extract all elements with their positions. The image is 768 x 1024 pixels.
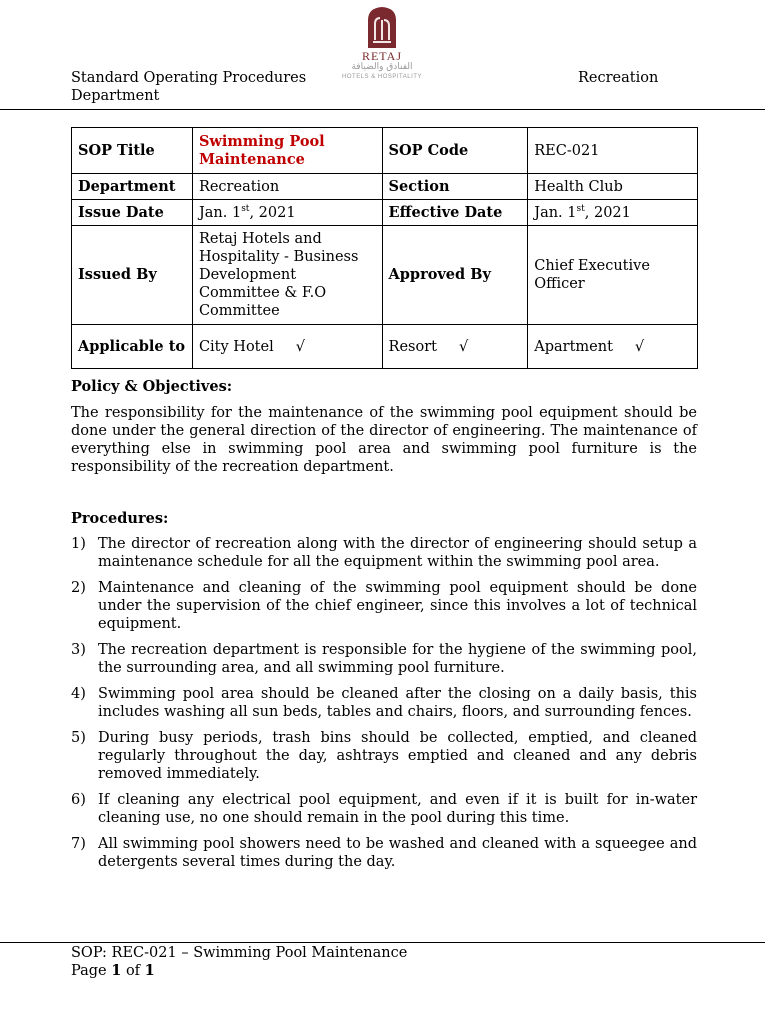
- sop-title-value: [192, 128, 382, 174]
- list-number: 3): [71, 642, 86, 658]
- applicable-name: Apartment: [534, 338, 613, 355]
- list-number: 2): [71, 580, 86, 596]
- header-department-value: Recreation: [578, 70, 659, 86]
- applicable-city-hotel: [192, 325, 382, 369]
- applicable-apartment: [528, 325, 698, 369]
- list-item: [71, 641, 697, 677]
- procedures-heading: Procedures:: [71, 510, 169, 527]
- list-item: [71, 685, 697, 721]
- department-label: Department: [72, 174, 193, 200]
- list-number: 7): [71, 836, 86, 852]
- list-number: 4): [71, 686, 86, 702]
- effective-date-suffix: , 2021: [584, 204, 631, 221]
- issue-date-label: Issue Date: [72, 200, 193, 226]
- page-number: [71, 962, 407, 980]
- footer: [71, 944, 407, 980]
- applicable-resort: [382, 325, 528, 369]
- check-mark-icon: √: [295, 338, 305, 355]
- header-line-2: Department: [71, 88, 160, 104]
- applicable-name: Resort: [388, 338, 437, 355]
- footer-divider: [0, 942, 765, 943]
- footer-sop-reference: SOP: REC-021 – Swimming Pool Maintenance: [71, 945, 408, 961]
- logo-subtitle: HOTELS & HOSPITALITY: [342, 74, 422, 80]
- list-text: Swimming pool area should be cleaned after the closing on a daily basis, this includes washing all sun beds, tables and chairs, floors, and surrounding fences.: [98, 686, 697, 720]
- sop-info-table: [71, 127, 698, 369]
- issue-date-value: [192, 200, 382, 226]
- department-value: Recreation: [192, 174, 382, 200]
- page-current: 1: [111, 962, 122, 979]
- table-row: [72, 226, 698, 325]
- header-line-1: Standard Operating Procedures: [71, 70, 307, 86]
- logo-arabic-text: الفنادق والضيافة: [351, 62, 413, 72]
- page-word: Page: [71, 963, 107, 979]
- list-item: [71, 835, 697, 871]
- list-text: The director of recreation along with the director of engineering should setup a maintenance schedule for all the equipment within the swimming pool area.: [98, 536, 697, 570]
- effective-date-label: Effective Date: [382, 200, 528, 226]
- table-row: [72, 325, 698, 369]
- list-item: [71, 535, 697, 571]
- effective-date-prefix: Jan. 1: [534, 204, 577, 221]
- table-row: [72, 174, 698, 200]
- approved-by-value: Chief Executive Officer: [528, 226, 698, 325]
- retaj-emblem-icon: [366, 6, 398, 48]
- list-item: [71, 791, 697, 827]
- retaj-logo: [336, 6, 428, 81]
- list-text: All swimming pool showers need to be washed and cleaned with a squeegee and detergents several times during the day.: [98, 836, 697, 870]
- list-number: 5): [71, 730, 86, 746]
- issued-by-value: Retaj Hotels and Hospitality - Business Development Committee & F.O Committee: [192, 226, 382, 325]
- header-divider: [0, 109, 765, 110]
- issue-date-suffix: , 2021: [249, 204, 296, 221]
- check-mark-icon: √: [458, 338, 469, 355]
- sop-code-label: SOP Code: [382, 128, 528, 174]
- list-text: If cleaning any electrical pool equipment, and even if it is built for in-water cleaning use, no one should remain in the pool during this time.: [98, 792, 697, 826]
- applicable-name: City Hotel: [198, 338, 274, 355]
- effective-date-value: [528, 200, 698, 226]
- list-text: The recreation department is responsible for the hygiene of the swimming pool, the surrounding area, and all swimming pool furniture.: [98, 642, 697, 676]
- policy-text: The responsibility for the maintenance of the swimming pool equipment should be done under the general direction of the director of engineering. The maintenance of everything else in swimming pool area and swimming pool furniture is the responsibility of the recreation department.: [71, 405, 697, 475]
- sop-title-label: SOP Title: [72, 128, 193, 174]
- policy-heading: Policy & Objectives:: [71, 378, 233, 395]
- sop-title-text: Swimming Pool Maintenance: [198, 132, 325, 168]
- section-value: Health Club: [528, 174, 698, 200]
- section-label: Section: [382, 174, 528, 200]
- list-text: During busy periods, trash bins should be collected, emptied, and cleaned regularly throughout the day, ashtrays emptied and cleaned and any debris removed immediately.: [98, 730, 697, 782]
- list-number: 1): [71, 536, 86, 552]
- header-department-label: [71, 69, 331, 105]
- issue-date-prefix: Jan. 1: [198, 204, 242, 221]
- sop-code-value: REC-021: [528, 128, 698, 174]
- check-mark-icon: √: [634, 338, 645, 355]
- approved-by-label: Approved By: [382, 226, 528, 325]
- list-item: [71, 729, 697, 783]
- issued-by-label: Issued By: [72, 226, 193, 325]
- applicable-to-label: Applicable to: [72, 325, 193, 369]
- table-row: [72, 128, 698, 174]
- logo-name: RETAJ: [361, 49, 403, 63]
- of-word: of: [125, 963, 141, 979]
- issue-date-sup: st: [241, 203, 250, 214]
- list-number: 6): [71, 792, 86, 808]
- effective-date-sup: st: [576, 203, 585, 214]
- table-row: [72, 200, 698, 226]
- list-item: [71, 579, 697, 633]
- procedures-list: [71, 535, 697, 879]
- page-total: 1: [144, 962, 155, 979]
- list-text: Maintenance and cleaning of the swimming pool equipment should be done under the supervision of the chief engineer, since this involves a lot of technical equipment.: [98, 580, 697, 632]
